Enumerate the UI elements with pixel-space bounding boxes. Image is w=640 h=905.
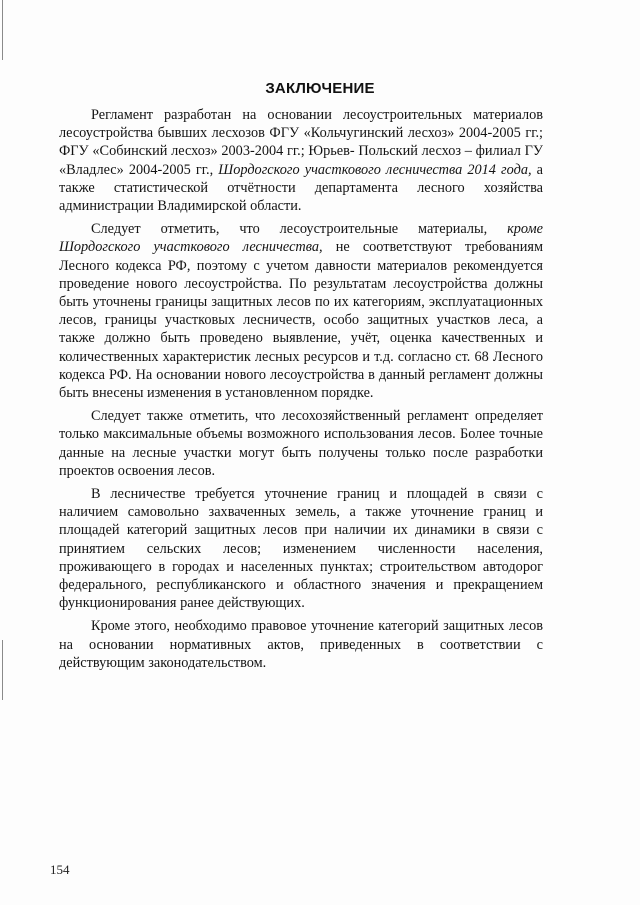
scan-edge-line — [2, 0, 3, 60]
text-run: а также статистической отчётности департамента лесного хозяйства администрации Владимирской области. — [59, 161, 543, 215]
body-text — [59, 106, 543, 672]
italic-text: Шордогского участкового лесничества 2014 года, — [218, 161, 532, 178]
text-run: В лесничестве требуется уточнение границ и площадей в связи с наличием самовольно захваченных земель, а также уточнение границ и площадей категорий защитных лесов при наличии их динамики в связи с принятием сельских лесов; изменением численности населения, проживающего в городах и населенных пунктах; строительством автодорог федерального, республиканского и областного значения и прекращением функционирования ранее действующих. — [59, 486, 543, 612]
italic-text: кроме Шордогского участкового лесничества, — [59, 221, 543, 256]
page-title: ЗАКЛЮЧЕНИЕ — [265, 80, 375, 97]
paragraph — [59, 220, 543, 402]
scan-edge-line — [2, 640, 3, 700]
paragraph — [59, 407, 543, 480]
text-run: Регламент разработан на основании лесоустроительных материалов лесоустройства бывших лесхозов ФГУ «Кольчугинский лесхоз» 2004-2005 гг.; ФГУ «Собинский лесхоз» 2003-2004 гг.; Юрьев- Польский лесхоз – филиал ГУ «Владлес» 2004-2005 гг., — [59, 107, 543, 178]
text-run: не соответствуют требованиям Лесного кодекса РФ, поэтому с учетом давности материалов рекомендуется проведение нового лесоустройства. По результатам лесоустройства должны быть уточнены границы защитных лесов по их категориям, эксплуатационных лесов, границы участковых лесничеств, особо защитных участков леса, а также должно быть проведено выявление, учёт, оценка качественных и количественных характеристик лесных ресурсов и т.д. согласно ст. 68 Лесного кодекса РФ. На основании нового лесоустройства в данный регламент должны быть внесены изменения в установленном порядке. — [59, 239, 543, 402]
text-run: Следует также отметить, что лесохозяйственный регламент определяет только максимальные объемы возможного использования лесов. Более точные данные на лесные участки могут быть получены только после разработки проектов освоения лесов. — [59, 408, 543, 479]
text-run: Кроме этого, необходимо правовое уточнение категорий защитных лесов на основании нормативных актов, приведенных в соответствии с действующим законодательством. — [59, 618, 543, 671]
paragraph — [59, 617, 543, 672]
page-number: 154 — [50, 862, 70, 877]
paragraph — [59, 106, 543, 215]
text-run: Следует отметить, что лесоустроительные материалы, — [91, 221, 508, 238]
paragraph — [59, 485, 543, 612]
